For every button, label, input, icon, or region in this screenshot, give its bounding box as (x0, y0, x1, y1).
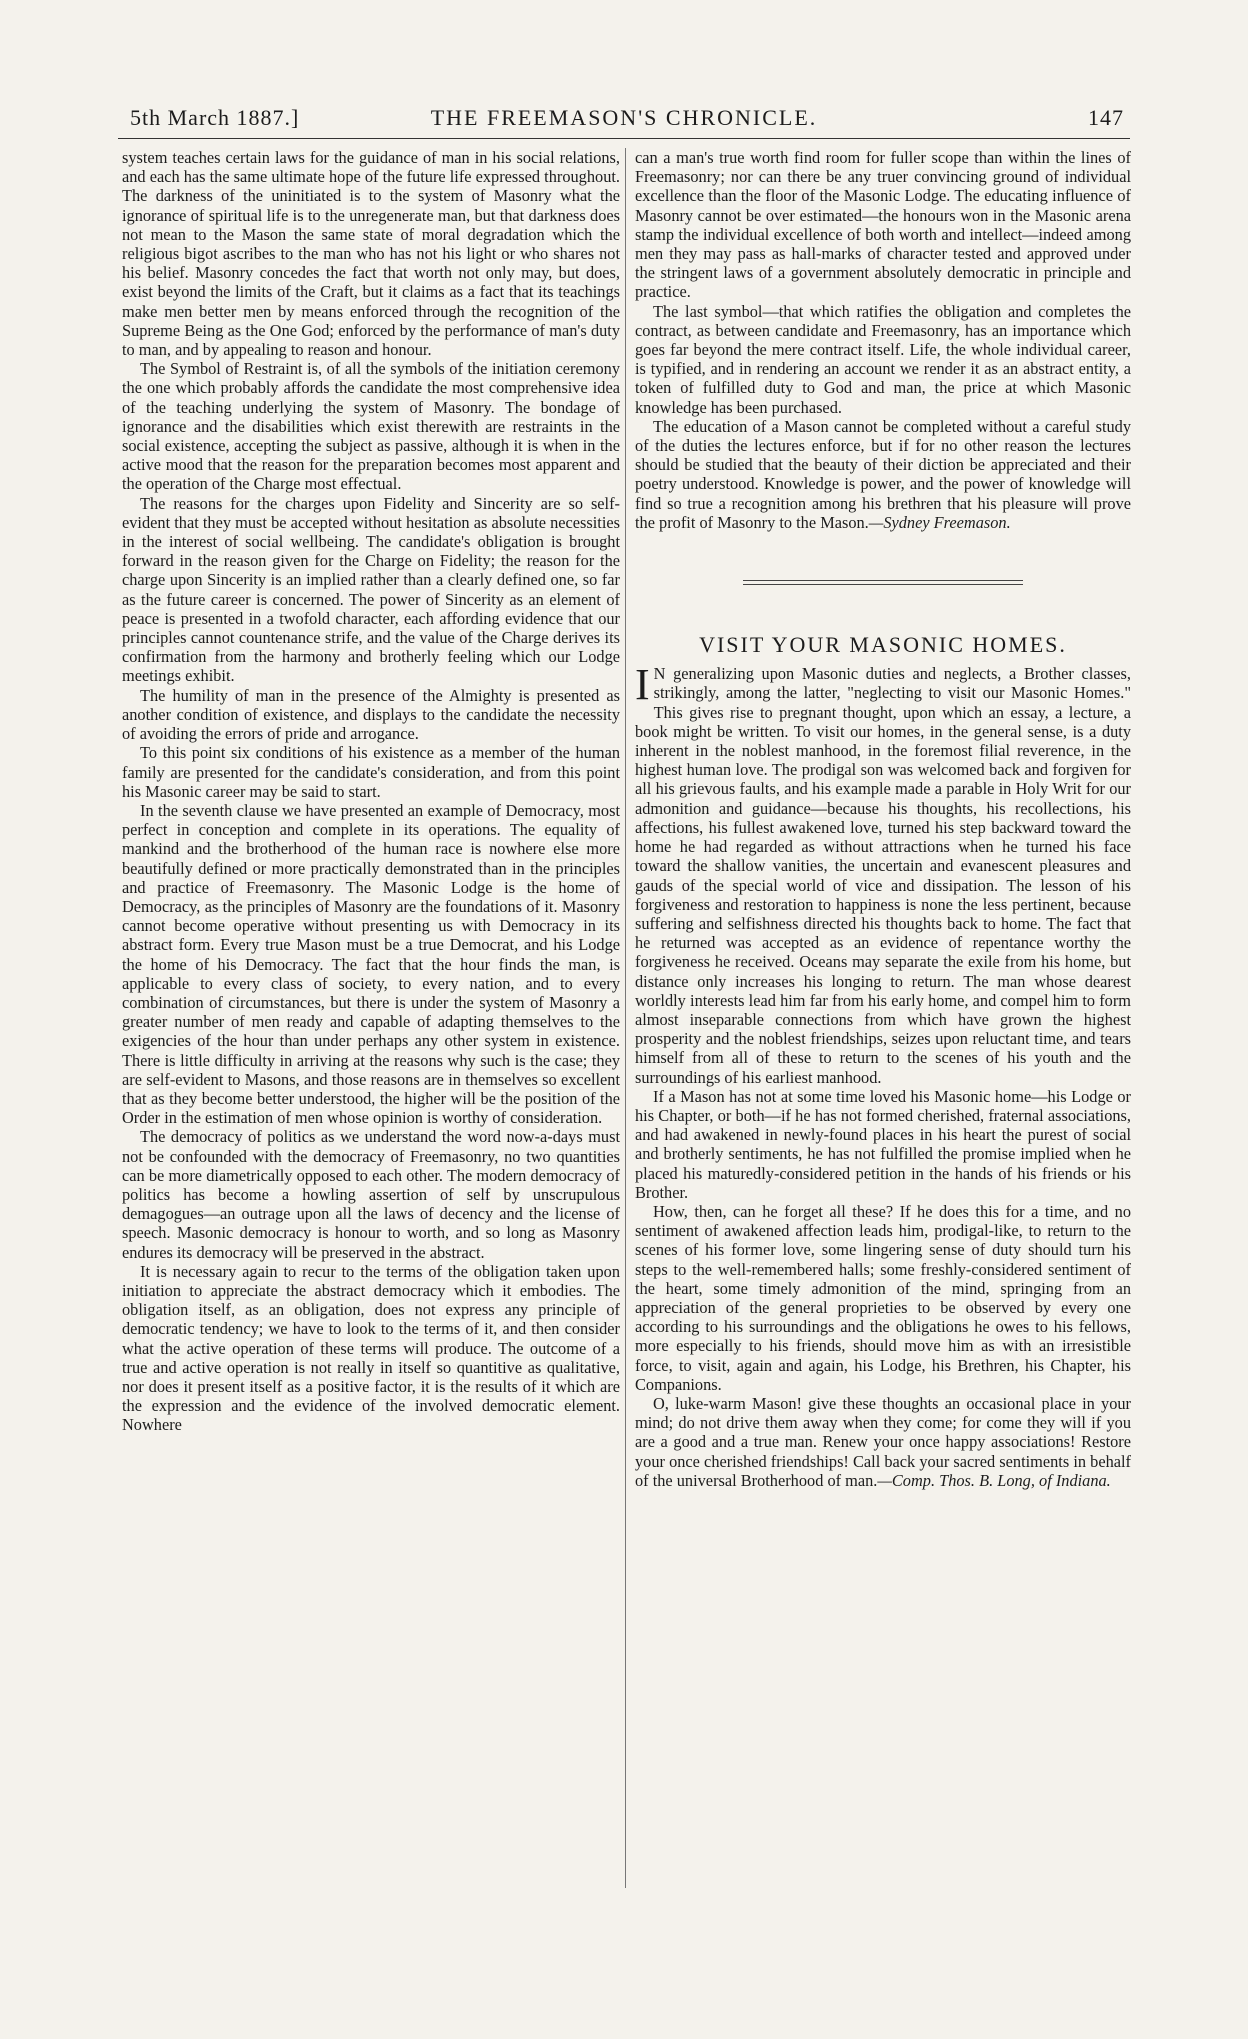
body-paragraph: The humility of man in the presence of the Almighty is presented as another condition of existence, and displays to the candidate the necessity of avoiding the errors of pride and arrogance. (122, 685, 620, 744)
left-column (122, 148, 620, 1883)
body-paragraph-text: The education of a Mason cannot be completed without a careful study of the duties the lectures enforce, but if for no other reason the lectures should be studied that the beauty of their diction be appreciated and their poetry understood. Knowledge is power, and the power of knowledge will find so true a recognition among his brethren that his pleasure will prove the profit of Masonry to the Mason. (635, 416, 1131, 532)
body-paragraph (635, 417, 1131, 532)
body-paragraph: can a man's true worth find room for fuller scope than within the lines of Freemasonry; nor can there be any truer convincing ground of individual excellence than the floor of the Masonic Lodge. The educating influence of Masonry cannot be over estimated—the honours won in the Masonic arena stamp the individual excellence of both worth and intellect—indeed among men they may pass as hall-marks of character tested and approved under the stringent laws of a government absolutely democratic in principle and practice. (635, 148, 1131, 302)
body-paragraph: How, then, can he forget all these? If he does this for a time, and no sentiment of awakened affection leads him, prodigal-like, to return to the scenes of his former love, some lingering sense of duty should turn his steps to the well-remembered halls; some freshly-considered sentiment of the heart, some timely admonition of the mind, springing from an appreciation of the general proprieties to be observed by every one according to his surroundings and the obligations he owes to his fellows, more especially to his friends, should move him as with an irresistible force, to visit, again and again, his Lodge, his Brethren, his Chapter, his Companions. (635, 1201, 1131, 1394)
section-separator (743, 580, 1023, 585)
masthead (118, 97, 1130, 137)
body-paragraph (635, 1394, 1131, 1490)
right-column (635, 148, 1131, 1883)
article-headline: VISIT YOUR MASONIC HOMES. (699, 632, 1067, 658)
body-paragraph-text: O, luke-warm Mason! give these thoughts an occasional place in your mind; do not drive them away when they come; for come they will if you are a good and a true man. Renew your once happy associations! Restore your once cherished friendships! Call back your sacred sentiments in behalf of the universal Brotherhood of man. (635, 1393, 1131, 1490)
drop-cap: I (635, 660, 650, 710)
body-paragraph: In the seventh clause we have presented an example of Democracy, most perfect in conception and complete in its operations. The equality of mankind and the brotherhood of the human race is nowhere else more beautifully defined or more practically demonstrated than in the principles and practice of Freemasonry. The Masonic Lodge is the home of Democracy, as the principles of Masonry are the foundations of it. Masonry cannot become operative without presenting us with Democracy in its abstract form. Every true Mason must be a true Democrat, and his Lodge the home of his Democracy. The fact that the hour finds the man, is applicable to every class of society, to every nation, and to every combination of circumstances, but there is under the system of Masonry a greater number of men ready and capable of adapting themselves to the exigencies of the hour than under perhaps any other system in existence. There is little difficulty in arriving at the reasons why such is the case; they are self-evident to Masons, and those reasons are in themselves so excellent that as they become better understood, the higher will be the position of the Order in the estimation of men whose opinion is worthy of consideration. (122, 800, 620, 1128)
issue-date: 5th March 1887.] (130, 105, 300, 130)
body-paragraph: The Symbol of Restraint is, of all the symbols of the initiation ceremony the one which probably affords the candidate the most comprehensive idea of the teaching underlying the system of Masonry. The bondage of ignorance and the disabilities which exist therewith are restraints in the social existence, accepting the subject as passive, although it is when in the active mood that the reason for the preparation becomes most apparent and the operation of the Charge most effectual. (122, 359, 620, 494)
publication-title: THE FREEMASON'S CHRONICLE. (430, 105, 818, 130)
body-paragraph: The reasons for the charges upon Fidelity and Sincerity are so self-evident that they must be accepted without hesitation as absolute necessities in the interest of social wellbeing. The candidate's obligation is brought forward in the reason given for the Charge on Fidelity; the reason for the charge upon Sincerity is an implied rather than a clearly defined one, so far as the future career is concerned. The power of Sincerity as an element of peace is presented in a twofold character, each affording evidence that our principles cannot countenance strife, and the value of the Charge derives its confirmation from the harmony and brotherly feeling which our Lodge meetings exhibit. (122, 493, 620, 686)
lead-paragraph-text: N generalizing upon Masonic duties and neglects, a Brother classes, strikingly, among the latter, "neglecting to visit our Masonic Homes." This gives rise to pregnant thought, upon which an essay, a lecture, a book might be written. To visit our homes, in the general sense, is a duty inherent in the noblest manhood, in the foremost filial reverence, in the highest human love. The prodigal son was welcomed back and forgiven for all his grievous faults, and his example made a parable in Holy Writ for our admonition and guidance—because his thoughts, his recollections, his affections, his fullest awakened love, turned his step backward toward the home he had regarded as without attractions when he turned his face toward the shallow vanities, the uncertain and evanescent pleasures and gauds of the special world of vice and dissipation. The lesson of his forgiveness and restoration to happiness is none the less pertinent, because suffering and selfishness directed his thoughts back to home. The fact that he returned was accepted as an evidence of repentance worthy the forgiveness he received. Oceans may separate the exile from his home, but distance only increases his longing to return. The man whose dearest worldly interests lead him far from his early home, and compel him to form almost inseparable connections from which have grown the highest prosperity and the noblest friendships, seizes upon reluctant time, and tears himself from all of these to return to the scenes of his youth and the surroundings of his earliest manhood. (635, 664, 1131, 1087)
body-paragraph: system teaches certain laws for the guidance of man in his social relations, and each has the same ultimate hope of the future life expressed throughout. The darkness of the uninitiated is to the system of Masonry what the ignorance of spiritual life is to the unregenerate man, but that darkness does not mean to the Mason the same state of moral degradation which the religious bigot ascribes to the man who has not his light or who shares not his belief. Masonry concedes the fact that worth not only may, but does, exist beyond the limits of the Craft, but it claims as a fact that its teachings make men better men by means enforced through the recognition of the Supreme Being as the One God; enforced by the performance of man's duty to man, and by appealing to reason and honour. (122, 148, 620, 360)
masthead-rule (118, 138, 1130, 139)
article-signature: —Sydney Freemason. (868, 512, 1011, 532)
body-paragraph: It is necessary again to recur to the terms of the obligation taken upon initiation to appreciate the abstract democracy which it embodies. The obligation itself, as an obligation, does not express any principle of democratic tendency; we have to look to the terms of it, and then consider what the active operation of these terms will produce. The outcome of a true and active operation is not really in itself so quantitive as qualitative, nor does it present itself as a positive factor, it is the results of it which are the expression and the evidence of the involved democratic element. Nowhere (122, 1261, 620, 1435)
body-paragraph: To this point six conditions of his existence as a member of the human family are presented for the candidate's consideration, and from this point his Masonic career may be said to start. (122, 743, 620, 801)
column-divider (625, 148, 626, 1888)
body-paragraph: The democracy of politics as we understand the word now-a-days must not be confounded with the democracy of Freemasonry, no two quantities can be more diametrically opposed to each other. The modern democracy of politics has become a howling assertion of self by unscrupulous demagogues—an outrage upon all the laws of decency and the license of speech. Masonic democracy is honour to worth, and so long as Masonry endures its democracy will be preserved in the abstract. (122, 1127, 620, 1262)
article-signature: —Comp. Thos. B. Long, of Indiana. (877, 1470, 1111, 1490)
page-number: 147 (1088, 105, 1124, 130)
lead-paragraph (635, 660, 1131, 1087)
body-paragraph: If a Mason has not at some time loved his Masonic home—his Lodge or his Chapter, or both—if he has not formed cherished, fraternal associations, and had awakened in newly-found places in his heart the purest of social and brotherly sentiments, he has not fulfilled the promise implied when he placed his maturedly-considered petition in the hands of his friends or his Brother. (635, 1086, 1131, 1202)
body-paragraph: The last symbol—that which ratifies the obligation and completes the contract, as between candidate and Freemasonry, has an importance which goes far beyond the mere contract itself. Life, the whole individual career, is typified, and in rendering an account we render it as an abstract entity, a token of fulfilled duty to God and man, the price at which Masonic knowledge has been purchased. (635, 301, 1131, 417)
